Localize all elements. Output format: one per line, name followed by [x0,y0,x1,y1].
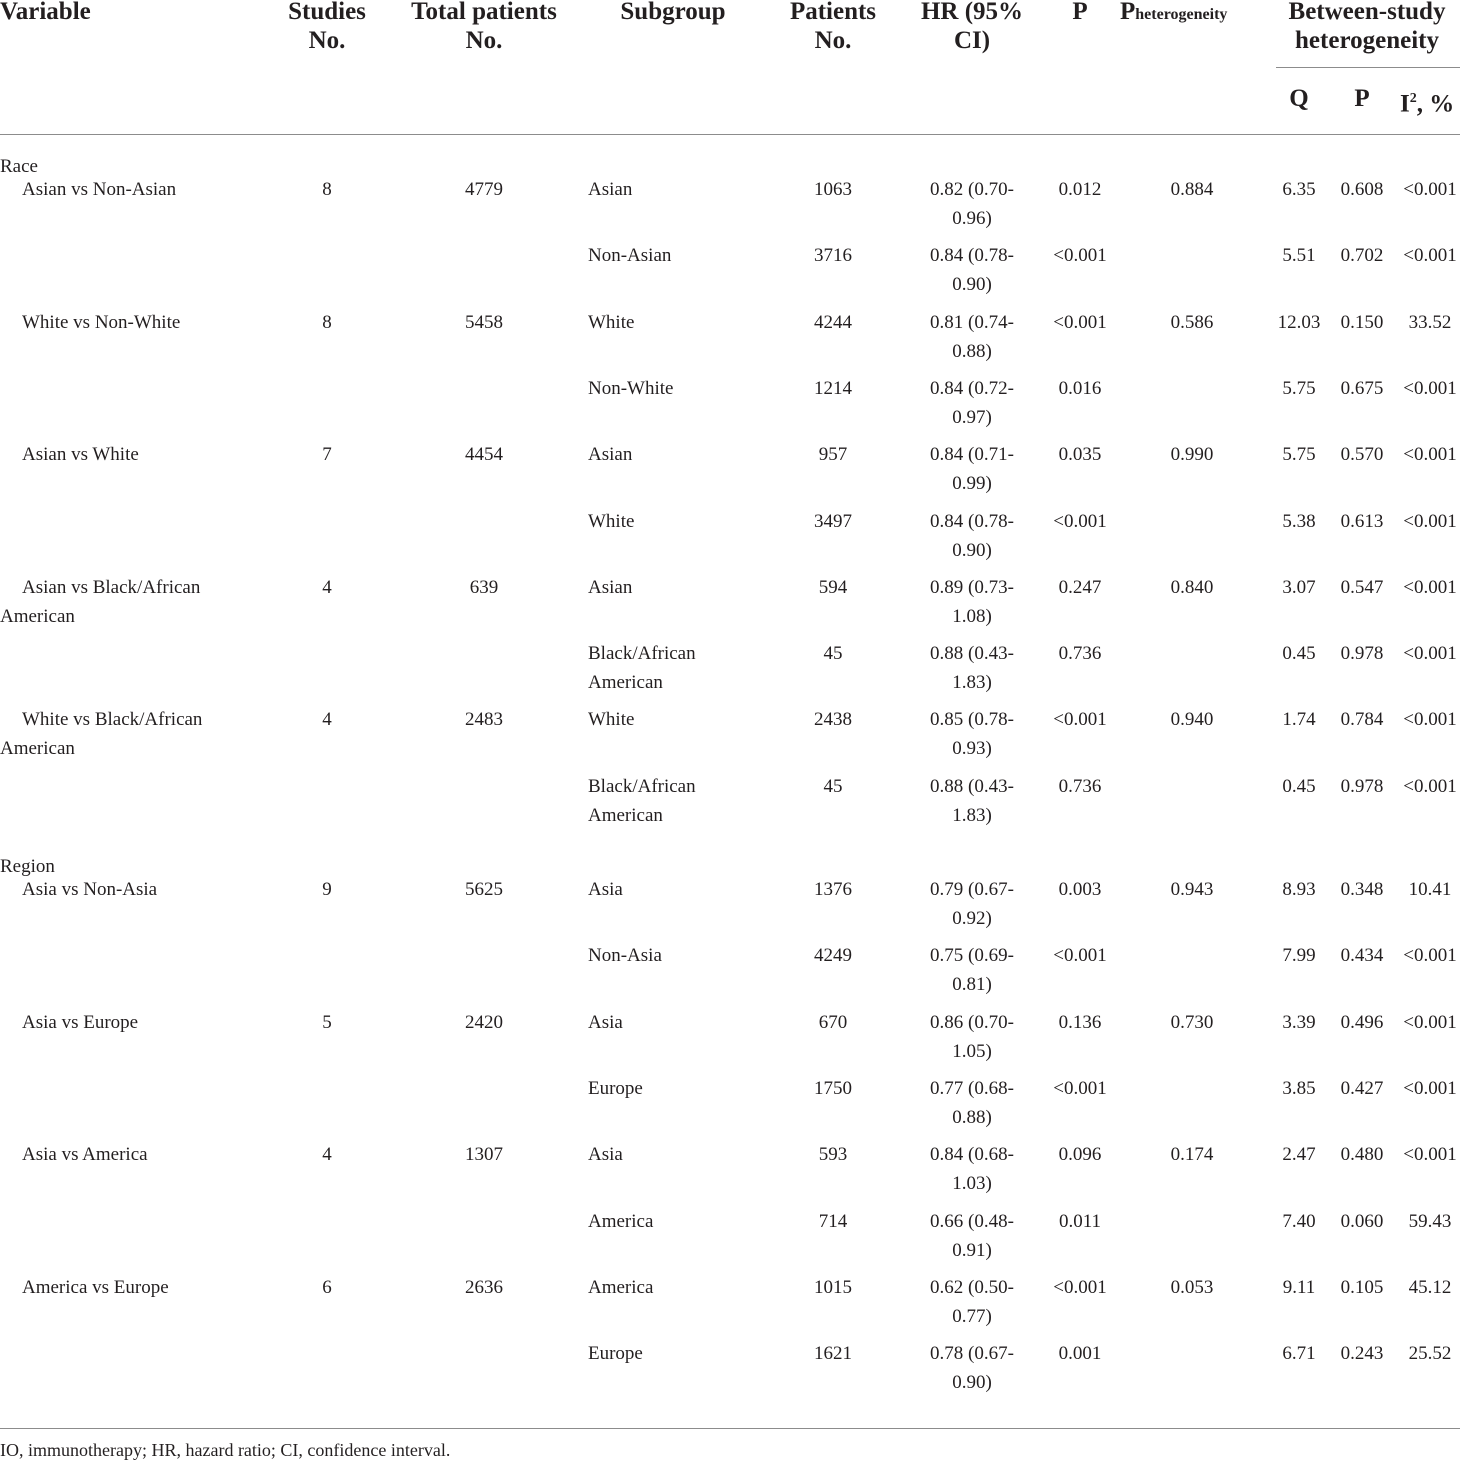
q-statistic: 9.11 [1282,1276,1316,1298]
subgroup-label: Asian [588,444,633,466]
patients-count: 4244 [814,311,852,333]
patients-count: 1063 [814,179,852,200]
subgroup-label: Non-Asian [588,245,672,267]
header-p-het-main: P [1120,0,1136,25]
subgroup-label: Asia [588,1144,623,1166]
i-squared: 10.41 [1408,879,1452,900]
total-patients: 2420 [465,1011,503,1033]
between-study-p: 0.496 [1340,1011,1384,1033]
patients-count: 1015 [814,1276,852,1298]
p-value: <0.001 [1053,510,1107,532]
between-study-p: 0.434 [1340,945,1384,967]
hazard-ratio: 0.77 (0.68- [930,1077,1014,1099]
section-label: Race [0,156,38,177]
patients-count: 2438 [814,709,852,731]
p-value: 0.136 [1058,1011,1102,1033]
q-statistic: 5.75 [1282,377,1316,399]
p-heterogeneity-value: 0.840 [1170,576,1214,598]
header-between-line2: heterogeneity [1295,27,1439,54]
between-study-p: 0.570 [1340,444,1384,466]
studies-count: 6 [322,1276,332,1298]
studies-count: 5 [322,1011,332,1033]
variable-label: Asia vs Europe [22,1011,139,1033]
i-squared: 25.52 [1408,1343,1452,1365]
p-heterogeneity-value: 0.940 [1170,709,1214,731]
i-squared: 45.12 [1408,1276,1452,1298]
p-value: <0.001 [1053,709,1107,731]
studies-count: 8 [322,311,332,333]
between-study-p: 0.978 [1340,775,1384,797]
q-statistic: 0.45 [1282,643,1316,665]
between-study-p: 0.547 [1340,576,1384,598]
p-heterogeneity-value: 0.174 [1170,1144,1214,1166]
subgroup-label: Asia [588,879,623,900]
hazard-ratio: 1.03) [952,1173,992,1195]
between-study-p: 0.613 [1340,510,1384,532]
p-value: <0.001 [1053,1276,1107,1298]
i-squared: <0.001 [1403,510,1457,532]
subgroup-label: Asian [588,179,633,200]
total-patients: 4779 [465,179,503,200]
hazard-ratio: 0.88 (0.43- [930,643,1014,665]
q-statistic: 1.74 [1282,709,1316,731]
patients-count: 4249 [814,945,852,967]
hazard-ratio: 0.84 (0.78- [930,245,1014,267]
studies-count: 7 [322,444,332,466]
subgroup-label: Non-Asia [588,945,662,967]
hazard-ratio: 0.90) [952,539,992,561]
hazard-ratio: 0.93) [952,738,992,760]
patients-count: 594 [818,576,848,598]
q-statistic: 6.71 [1282,1343,1316,1365]
variable-label: American [0,738,75,760]
between-study-p: 0.675 [1340,377,1384,399]
hazard-ratio: 0.96) [952,208,992,229]
header-subgroup: Subgroup [620,0,726,25]
p-value: 0.247 [1058,576,1102,598]
header-total-patients-line1: Total patients [411,0,557,25]
subgroup-label: White [588,311,635,333]
subgroup-label: Asian [588,576,633,598]
p-value: 0.096 [1058,1144,1102,1166]
subgroup-label: Europe [588,1077,643,1099]
q-statistic: 12.03 [1277,311,1321,333]
variable-label: Asia vs Non-Asia [22,879,158,900]
q-statistic: 2.47 [1282,1144,1316,1166]
variable-label: White vs Black/African [22,709,203,731]
subgroup-label: Asia [588,1011,623,1033]
variable-label: Asian vs Black/African [22,576,201,598]
hazard-ratio: 0.82 (0.70- [930,179,1014,200]
hazard-ratio: 0.75 (0.69- [930,945,1014,967]
q-statistic: 5.51 [1282,245,1316,267]
p-heterogeneity-value: 0.730 [1170,1011,1214,1033]
hazard-ratio: 0.86 (0.70- [930,1011,1014,1033]
patients-count: 3497 [814,510,852,532]
header-i2-sup: 2 [1409,91,1417,106]
p-value: 0.011 [1058,1210,1102,1232]
i-squared: <0.001 [1403,945,1457,967]
hazard-ratio: 0.91) [952,1239,992,1261]
p-value: 0.736 [1058,643,1102,665]
hazard-ratio: 0.92) [952,908,992,929]
studies-count: 4 [322,576,332,598]
hazard-ratio: 0.85 (0.78- [930,709,1014,731]
hazard-ratio: 0.81) [952,974,992,996]
patients-count: 957 [818,444,848,466]
patients-count: 3716 [814,245,852,267]
patients-count: 45 [823,643,843,665]
table-footnote: IO, immunotherapy; HR, hazard ratio; CI, confidence interval. [0,1440,451,1460]
i-squared: <0.001 [1403,709,1457,731]
p-value: 0.035 [1058,444,1102,466]
hazard-ratio: 0.84 (0.68- [930,1144,1014,1166]
p-heterogeneity-value: 0.053 [1170,1276,1214,1298]
q-statistic: 6.35 [1282,179,1316,200]
total-patients: 5458 [465,311,503,333]
i-squared: <0.001 [1403,1077,1457,1099]
subgroup-label: Black/African [588,775,696,797]
p-value: 0.012 [1058,179,1102,200]
total-patients: 2636 [465,1276,503,1298]
subgroup-label: White [588,510,635,532]
between-study-p: 0.105 [1340,1276,1384,1298]
header-patients-line1: Patients [789,0,877,25]
header-hr-line2: CI) [953,27,991,54]
p-heterogeneity-value: 0.943 [1170,879,1214,900]
hazard-ratio: 1.08) [952,605,992,627]
p-value: <0.001 [1053,1077,1107,1099]
p-value: 0.016 [1058,377,1102,399]
patients-count: 714 [818,1210,848,1232]
p-value: 0.003 [1058,879,1102,900]
q-statistic: 5.75 [1282,444,1316,466]
p-value: <0.001 [1053,945,1107,967]
hazard-ratio: 0.79 (0.67- [930,879,1014,900]
p-value: 0.001 [1058,1343,1102,1365]
hazard-ratio: 0.66 (0.48- [930,1210,1014,1232]
q-statistic: 7.40 [1282,1210,1316,1232]
q-statistic: 3.07 [1282,576,1316,598]
i-squared: <0.001 [1403,576,1457,598]
header-studies-line2: No. [308,27,346,54]
variable-label: Asia vs America [22,1144,148,1166]
variable-label: America vs Europe [22,1276,169,1298]
subgroup-label: American [588,804,663,826]
p-value: <0.001 [1053,245,1107,267]
hazard-ratio: 0.77) [952,1305,992,1327]
q-statistic: 5.38 [1282,510,1316,532]
hazard-ratio: 0.89 (0.73- [930,576,1014,598]
between-study-p: 0.784 [1340,709,1384,731]
header-p2: P [1354,85,1370,112]
variable-label: Asian vs White [22,444,139,466]
table-bottom-rule [0,1428,1460,1429]
patients-count: 1376 [814,879,852,900]
between-study-p: 0.243 [1340,1343,1384,1365]
hazard-ratio: 0.78 (0.67- [930,1343,1014,1365]
between-study-p: 0.978 [1340,643,1384,665]
i-squared: <0.001 [1403,775,1457,797]
between-study-p: 0.150 [1340,311,1384,333]
q-statistic: 0.45 [1282,775,1316,797]
header-i2-main: I [1400,90,1410,118]
variable-label: Asian vs Non-Asian [22,179,177,200]
q-statistic: 3.39 [1282,1011,1316,1033]
subgroup-label: Black/African [588,643,696,665]
i-squared: <0.001 [1403,179,1457,200]
subgroup-label: Europe [588,1343,643,1365]
header-hr-line1: HR (95% [920,0,1024,25]
i-squared: <0.001 [1403,1011,1457,1033]
hazard-ratio: 0.88) [952,340,992,362]
between-study-p: 0.702 [1340,245,1384,267]
hazard-ratio: 0.99) [952,473,992,495]
total-patients: 2483 [465,709,503,731]
header-p: P [1072,0,1088,25]
subgroup-label: White [588,709,635,731]
header-studies-line1: Studies [288,0,366,25]
i-squared: <0.001 [1403,377,1457,399]
studies-count: 4 [322,709,332,731]
hazard-ratio: 0.97) [952,406,992,428]
hazard-ratio: 1.83) [952,672,992,694]
between-study-p: 0.060 [1340,1210,1384,1232]
p-value: 0.736 [1058,775,1102,797]
hazard-ratio: 1.05) [952,1040,992,1062]
hazard-ratio: 0.84 (0.72- [930,377,1014,399]
hazard-ratio: 0.84 (0.71- [930,444,1014,466]
total-patients: 4454 [465,444,503,466]
header-between-line1: Between-study [1288,0,1446,25]
studies-count: 4 [322,1144,332,1166]
hazard-ratio: 0.88 (0.43- [930,775,1014,797]
i-squared: <0.001 [1403,1144,1457,1166]
hazard-ratio: 0.90) [952,1372,992,1394]
p-value: <0.001 [1053,311,1107,333]
subgroup-label: America [588,1210,654,1232]
patients-count: 1214 [814,377,852,399]
variable-label: White vs Non-White [22,311,181,333]
subgroup-label: Non-White [588,377,674,399]
between-study-p: 0.608 [1340,179,1384,200]
total-patients: 5625 [465,879,503,900]
studies-count: 9 [322,879,332,900]
between-study-p: 0.480 [1340,1144,1384,1166]
hazard-ratio: 0.84 (0.78- [930,510,1014,532]
hazard-ratio: 0.88) [952,1106,992,1128]
i-squared: <0.001 [1403,643,1457,665]
i-squared: <0.001 [1403,444,1457,466]
p-heterogeneity-value: 0.990 [1170,444,1214,466]
q-statistic: 7.99 [1282,945,1316,967]
variable-label: American [0,605,75,627]
between-study-p: 0.348 [1340,879,1384,900]
patients-count: 1750 [814,1077,852,1099]
header-variable: Variable [0,0,91,25]
total-patients: 639 [469,576,499,598]
i-squared: <0.001 [1403,245,1457,267]
q-statistic: 8.93 [1282,879,1316,900]
patients-count: 593 [818,1144,848,1166]
hazard-ratio: 1.83) [952,804,992,826]
hazard-ratio: 0.90) [952,274,992,296]
patients-count: 45 [823,775,843,797]
header-i2-tail: , % [1416,90,1455,118]
hazard-ratio: 0.81 (0.74- [930,311,1014,333]
total-patients: 1307 [465,1144,503,1166]
subgroup-label: American [588,672,663,694]
patients-count: 670 [818,1011,848,1033]
studies-count: 8 [322,179,332,200]
header-q: Q [1289,85,1309,112]
header-p-het-sub: heterogeneity [1135,6,1228,23]
p-heterogeneity-value: 0.586 [1170,311,1214,333]
between-study-p: 0.427 [1340,1077,1384,1099]
hazard-ratio: 0.62 (0.50- [930,1276,1014,1298]
header-total-patients-line2: No. [465,27,503,54]
subgroup-label: America [588,1276,654,1298]
p-heterogeneity-value: 0.884 [1170,179,1214,200]
i-squared: 59.43 [1408,1210,1452,1232]
q-statistic: 3.85 [1282,1077,1316,1099]
header-patients-line2: No. [814,27,852,54]
i-squared: 33.52 [1408,311,1452,333]
patients-count: 1621 [814,1343,852,1365]
section-label: Region [0,856,55,877]
